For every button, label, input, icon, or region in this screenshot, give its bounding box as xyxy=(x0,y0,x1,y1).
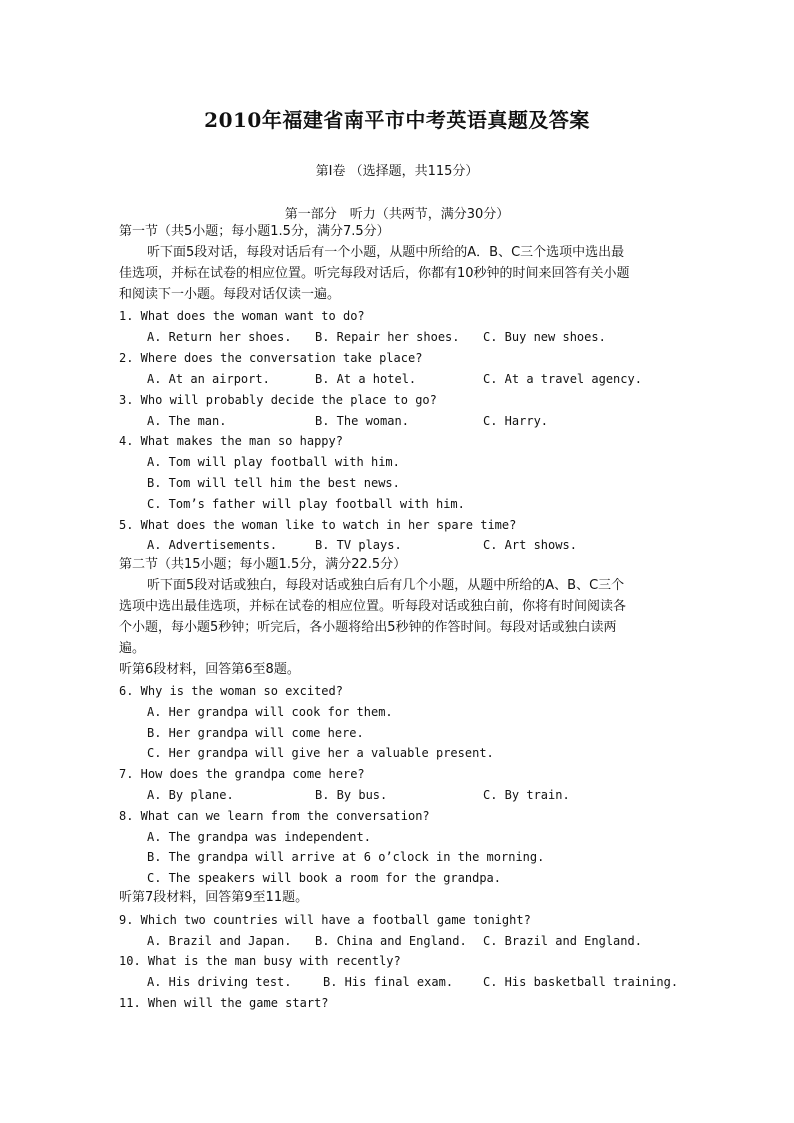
section2-instruction-line: 选项中选出最佳选项，并标在试卷的相应位置。听每段对话或独白前，你将有时间阅读各 xyxy=(119,599,627,614)
q6-option-b: B. Her grandpa will come here. xyxy=(147,726,364,740)
question-8: 8. What can we learn from the conversation? xyxy=(119,809,430,823)
q2-option-c: C. At a travel agency. xyxy=(483,372,642,386)
material-6-heading: 听第6段材料，回答第6至8题。 xyxy=(119,662,300,677)
document-title: 2010年福建省南平市中考英语真题及答案 xyxy=(204,108,590,132)
q8-option-a: A. The grandpa was independent. xyxy=(147,830,371,844)
q3-option-b: B. The woman. xyxy=(315,414,409,428)
question-9: 9. Which two countries will have a football game tonight? xyxy=(119,913,531,927)
q5-option-c: C. Art shows. xyxy=(483,538,577,552)
question-11: 11. When will the game start? xyxy=(119,996,329,1010)
q4-option-c: C. Tom’s father will play football with him. xyxy=(147,497,465,511)
question-7: 7. How does the grandpa come here? xyxy=(119,767,365,781)
q7-option-b: B. By bus. xyxy=(315,788,388,802)
q7-option-a: A. By plane. xyxy=(147,788,234,802)
section2-instruction-line: 听下面5段对话或独白，每段对话或独白后有几个小题，从题中所给的A、B、C三个 xyxy=(147,578,625,593)
q8-option-b: B. The grandpa will arrive at 6 o’clock in the morning. xyxy=(147,850,545,864)
q8-option-c: C. The speakers will book a room for the grandpa. xyxy=(147,871,502,885)
q4-option-b: B. Tom will tell him the best news. xyxy=(147,476,400,490)
q10-option-c: C. His basketball training. xyxy=(483,975,679,989)
section2-heading: 第二节（共15小题；每小题1.5分，满分22.5分） xyxy=(119,557,407,572)
question-3: 3. Who will probably decide the place to go? xyxy=(119,393,437,407)
question-5: 5. What does the woman like to watch in her spare time? xyxy=(119,518,517,532)
q9-option-a: A. Brazil and Japan. xyxy=(147,934,292,948)
section1-instruction-line: 听下面5段对话，每段对话后有一个小题，从题中所给的A．B、C三个选项中选出最 xyxy=(147,245,625,260)
q1-option-c: C. Buy new shoes. xyxy=(483,330,606,344)
q6-option-a: A. Her grandpa will cook for them. xyxy=(147,705,393,719)
q2-option-b: B. At a hotel. xyxy=(315,372,417,386)
material-7-heading: 听第7段材料，回答第9至11题。 xyxy=(119,890,309,905)
q9-option-b: B. China and England. xyxy=(315,934,467,948)
q1-option-b: B. Repair her shoes. xyxy=(315,330,460,344)
q2-option-a: A. At an airport. xyxy=(147,372,270,386)
section1-instruction-line: 和阅读下一小题。每段对话仅读一遍。 xyxy=(119,287,341,302)
section1-heading: 第一节（共5小题；每小题1.5分，满分7.5分） xyxy=(119,224,390,239)
volume-heading: 第Ⅰ卷 （选择题，共115分） xyxy=(315,164,479,179)
q10-option-b: B. His final exam. xyxy=(323,975,454,989)
q5-option-a: A. Advertisements. xyxy=(147,538,278,552)
q9-option-c: C. Brazil and England. xyxy=(483,934,642,948)
q4-option-a: A. Tom will play football with him. xyxy=(147,455,400,469)
question-4: 4. What makes the man so happy? xyxy=(119,434,343,448)
question-10: 10. What is the man busy with recently? xyxy=(119,954,401,968)
question-2: 2. Where does the conversation take place? xyxy=(119,351,423,365)
q7-option-c: C. By train. xyxy=(483,788,570,802)
section1-instruction-line: 佳选项，并标在试卷的相应位置。听完每段对话后，你都有10秒钟的时间来回答有关小题 xyxy=(119,266,630,281)
section2-instruction-line: 遍。 xyxy=(119,641,146,656)
part1-heading: 第一部分 听力（共两节，满分30分） xyxy=(284,207,510,222)
section2-instruction-line: 个小题，每小题5秒钟；听完后，各小题将给出5秒钟的作答时间。每段对话或独白读两 xyxy=(119,620,617,635)
q6-option-c: C. Her grandpa will give her a valuable present. xyxy=(147,746,494,760)
question-1: 1. What does the woman want to do? xyxy=(119,309,365,323)
q3-option-c: C. Harry. xyxy=(483,414,549,428)
question-6: 6. Why is the woman so excited? xyxy=(119,684,343,698)
q10-option-a: A. His driving test. xyxy=(147,975,292,989)
q5-option-b: B. TV plays. xyxy=(315,538,402,552)
q1-option-a: A. Return her shoes. xyxy=(147,330,292,344)
q3-option-a: A. The man. xyxy=(147,414,227,428)
